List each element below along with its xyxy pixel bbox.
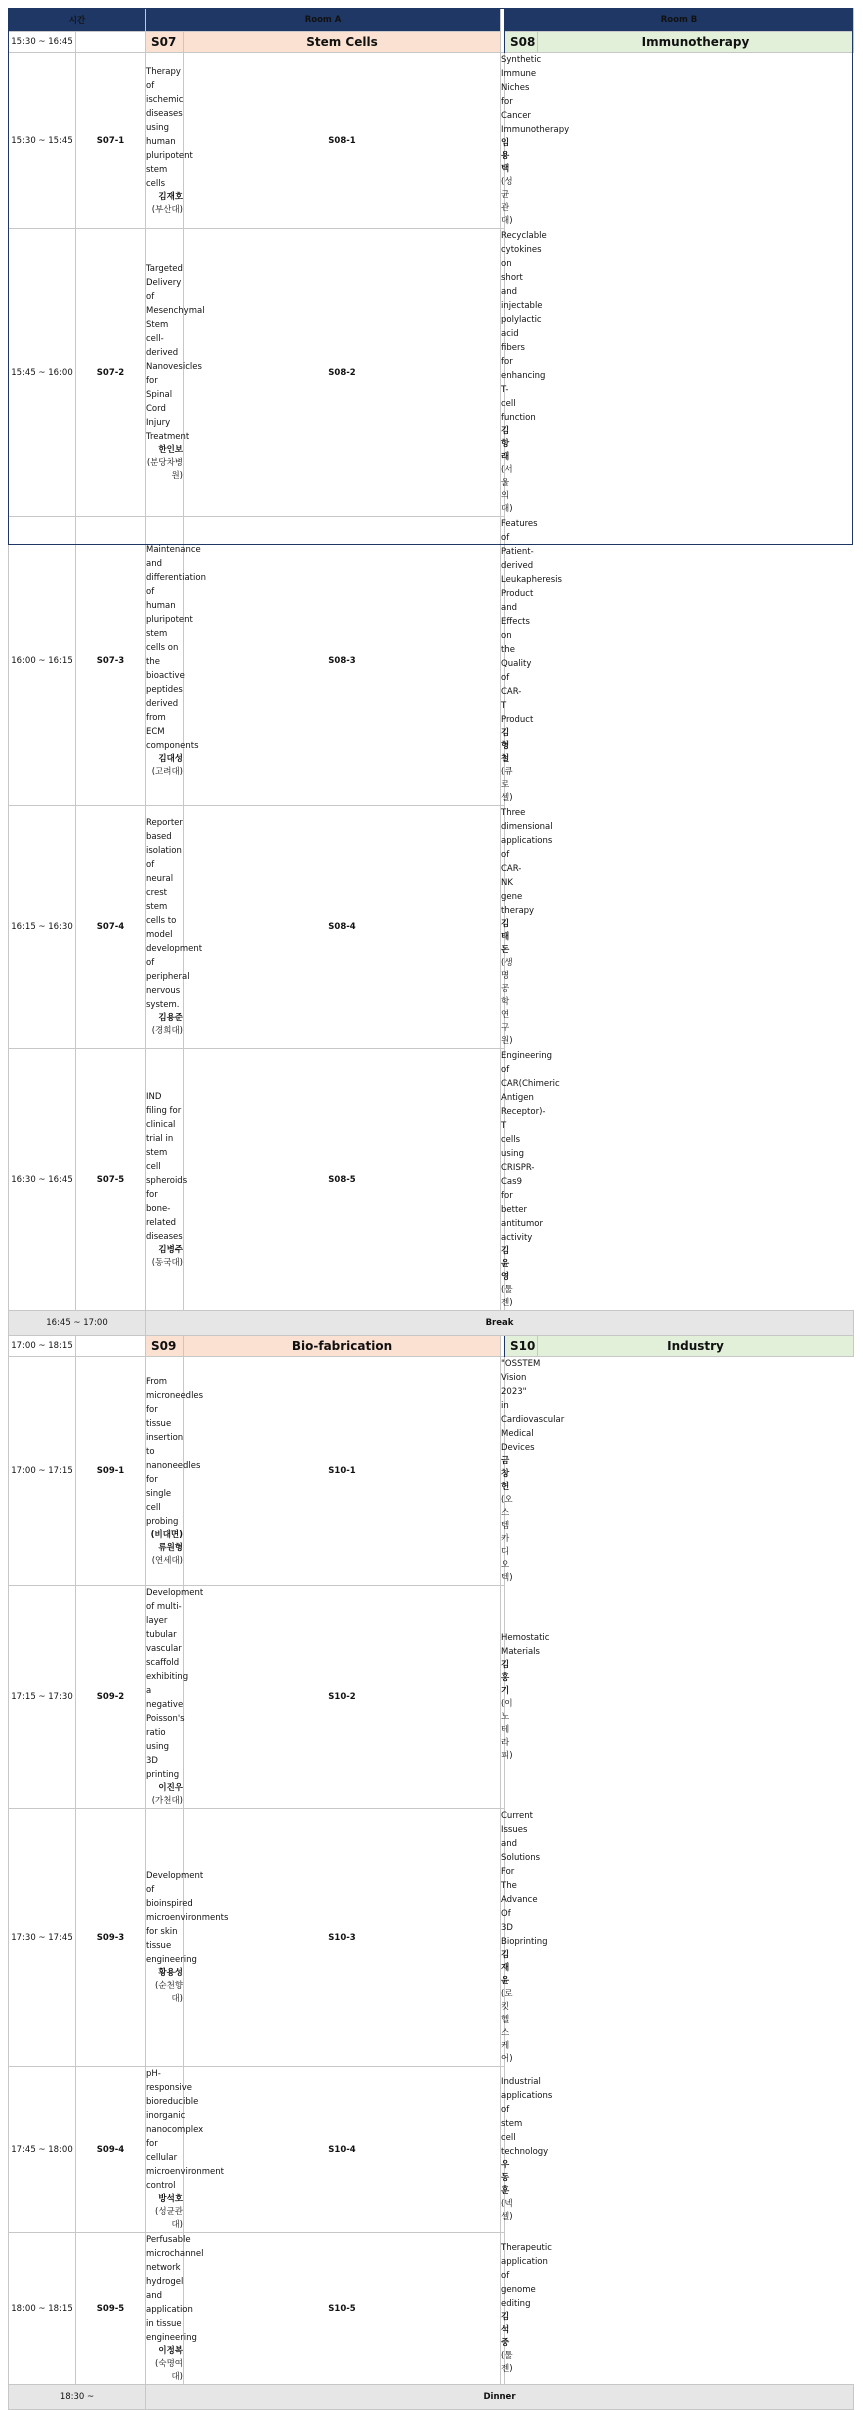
- talk-row: [9, 2233, 854, 2385]
- talk-row: [9, 806, 854, 1049]
- talk-id: S08-1: [184, 53, 501, 229]
- talk-id: S08-5: [184, 1049, 501, 1311]
- talk-id: S09-5: [76, 2233, 146, 2385]
- speaker-affiliation: (서울의대): [501, 465, 513, 514]
- speaker-affiliation: (동국대): [151, 1257, 183, 1268]
- speaker-affiliation: (숙명여대): [155, 2359, 183, 2382]
- talk-title: pH-responsive bioreducible inorganic nanocomplex for cellular microenvironment control: [146, 2069, 224, 2191]
- time-slot: 16:30 ~ 16:45: [9, 1049, 76, 1311]
- talk-speaker-line: [146, 1012, 183, 1038]
- talk-row: [9, 1049, 854, 1311]
- talk-row: [9, 229, 854, 517]
- speaker-name: 김윤영: [501, 1246, 510, 1282]
- speaker-affiliation: (연세대): [151, 1555, 183, 1566]
- talk-cell-b: [501, 2067, 553, 2233]
- talk-cell-a: [146, 1049, 188, 1311]
- speaker-affiliation: (가천대): [151, 1796, 183, 1806]
- session-code-b1: S08: [505, 32, 538, 53]
- speaker-name: 금창헌: [501, 1456, 510, 1492]
- talk-title: Therapy of ischemic diseases using human pluripotent stem cells: [146, 66, 193, 189]
- talk-id: S10-2: [184, 1586, 501, 1809]
- speaker-affiliation: (툴젠): [501, 2351, 513, 2374]
- talk-id: S10-1: [184, 1357, 501, 1586]
- speaker-affiliation: (순천향대): [155, 1981, 183, 2004]
- talk-speaker-line: [146, 1967, 183, 2006]
- talk-id: S10-5: [184, 2233, 501, 2385]
- talk-cell-b: [501, 806, 553, 1049]
- header-time: 시간: [9, 9, 146, 32]
- talk-cell-b: [501, 2233, 552, 2385]
- session-title-b2: Industry: [538, 1336, 854, 1357]
- speaker-affiliation: (경희대): [151, 1026, 183, 1036]
- talk-speaker-line: [501, 1455, 513, 1585]
- talk-speaker-line: [146, 2345, 183, 2384]
- talk-id: S07-2: [76, 229, 146, 517]
- speaker-name: 김태돈: [501, 919, 510, 955]
- speaker-name: 김석중: [501, 2312, 510, 2348]
- talk-title: IND filing for clinical trial in stem cell spheroids for bone-related diseases: [146, 1091, 188, 1242]
- session-title-a2: Bio-fabrication: [184, 1336, 501, 1357]
- speaker-name: 김항래: [501, 426, 510, 462]
- talk-speaker-line: [501, 137, 513, 228]
- speaker-name: 방석호: [158, 2194, 183, 2204]
- talk-row: [9, 1809, 854, 2067]
- talk-id: S07-1: [76, 53, 146, 229]
- speaker-affiliation: (성균관대): [501, 177, 513, 226]
- time-slot: 16:15 ~ 16:30: [9, 806, 76, 1049]
- talk-id: S07-5: [76, 1049, 146, 1311]
- talk-speaker-line: [146, 2193, 183, 2232]
- talk-id: S07-3: [76, 517, 146, 806]
- talk-id: S07-4: [76, 806, 146, 1049]
- break-label: Break: [146, 1311, 854, 1336]
- speaker-name: 이정복: [158, 2346, 183, 2356]
- talk-cell-a: [146, 2233, 204, 2385]
- talk-speaker-line: [146, 753, 183, 779]
- talk-title: Synthetic Immune Niches for Cancer Immunotherapy: [501, 55, 570, 135]
- talk-speaker-line: [146, 444, 183, 483]
- talk-cell-b: [501, 517, 562, 806]
- speaker-name: 황용성: [158, 1968, 183, 1978]
- talk-cell-b: [501, 1586, 550, 1809]
- speaker-name: (비대면) 류원형: [150, 1529, 183, 1553]
- break-time: 16:45 ~ 17:00: [9, 1311, 146, 1336]
- talk-cell-b: [501, 1357, 565, 1586]
- talk-id: S09-3: [76, 1809, 146, 2067]
- talk-title: Reporter based isolation of neural crest stem cells to model development of peripheral nervous system.: [146, 818, 203, 1010]
- talk-title: Three dimensional applications of CAR-NK gene therapy: [501, 808, 553, 916]
- talk-title: Perfusable microchannel network hydrogel and application in tissue engineering: [146, 2235, 204, 2343]
- session-code-a2: S09: [146, 1336, 184, 1357]
- talk-cell-a: [146, 53, 193, 229]
- talk-title: Features of Patient-derived Leukapheresis Product and Effects on the Quality of CAR-T Product: [501, 519, 562, 725]
- speaker-name: 김형철: [501, 728, 510, 764]
- talk-id: S08-4: [184, 806, 501, 1049]
- talk-title: Development of multi-layer tubular vascular scaffold exhibiting a negative Poisson's ratio using 3D printing: [146, 1588, 204, 1780]
- speaker-name: 우동훈: [501, 2160, 510, 2196]
- dinner-label: Dinner: [146, 2385, 854, 2410]
- time-slot: 15:45 ~ 16:00: [9, 229, 76, 517]
- talk-row: [9, 1357, 854, 1586]
- speaker-affiliation: (넥셀): [501, 2199, 513, 2222]
- talk-row: [9, 517, 854, 806]
- time-slot: 15:30 ~ 15:45: [9, 53, 76, 229]
- speaker-affiliation: (툴젠): [501, 1285, 513, 1308]
- talk-speaker-line: [501, 918, 513, 1048]
- talk-title: Targeted Delivery of Mesenchymal Stem cell-derived Nanovesicles for Spinal Cord Injury Treatment: [146, 264, 205, 442]
- time-slot: 17:00 ~ 17:15: [9, 1357, 76, 1586]
- talk-cell-a: [146, 2067, 224, 2233]
- session-row-2: [9, 1336, 854, 1357]
- header-row: [9, 9, 854, 32]
- time-slot: 17:30 ~ 17:45: [9, 1809, 76, 2067]
- talk-id: S09-1: [76, 1357, 146, 1586]
- talk-title: From microneedles for tissue insertion to nanoneedles for single cell probing: [146, 1376, 204, 1527]
- talk-cell-a: [146, 517, 206, 806]
- talk-speaker-line: [501, 2159, 513, 2224]
- talk-cell-b: [501, 1049, 560, 1311]
- session-title-a1: Stem Cells: [184, 32, 501, 53]
- talk-title: Maintenance and differentiation of human pluripotent stem cells on the bioactive peptides derived from ECM components: [146, 545, 206, 751]
- header-room-a: Room A: [146, 9, 501, 32]
- speaker-name: 김용준: [158, 1013, 183, 1023]
- speaker-affiliation: (로킷헬스케어): [501, 1989, 513, 2064]
- talk-cell-a: [146, 1357, 204, 1586]
- talk-title: Development of bioinspired microenvironments for skin tissue engineering: [146, 1871, 229, 1965]
- speaker-affiliation: (고려대): [151, 767, 183, 777]
- talk-speaker-line: [501, 727, 513, 805]
- speaker-affiliation: (성균관대): [155, 2207, 183, 2230]
- talk-id: S08-3: [184, 517, 501, 806]
- session-row-1: [9, 32, 854, 53]
- talk-id: S10-4: [184, 2067, 501, 2233]
- talk-cell-a: [146, 806, 203, 1049]
- speaker-name: 한인보: [158, 445, 183, 455]
- talk-id: S09-4: [76, 2067, 146, 2233]
- schedule-table: [8, 8, 854, 2410]
- talk-cell-b: [501, 1809, 548, 2067]
- break-row: [9, 1311, 854, 1336]
- speaker-name: 김재윤: [501, 1950, 510, 1986]
- speaker-name: 이진우: [158, 1783, 183, 1793]
- talk-speaker-line: [146, 1782, 183, 1808]
- talk-title: "OSSTEM Vision 2023" in Cardiovascular Medical Devices: [501, 1359, 565, 1453]
- speaker-name: 김홍기: [501, 1660, 510, 1696]
- talk-speaker-line: [501, 1659, 513, 1763]
- time-slot: 17:45 ~ 18:00: [9, 2067, 76, 2233]
- talk-id: S10-3: [184, 1809, 501, 2067]
- talk-cell-b: [501, 229, 547, 517]
- talk-speaker-line: [501, 2311, 513, 2376]
- dinner-row: [9, 2385, 854, 2410]
- speaker-affiliation: (생명공학연구원): [501, 958, 513, 1046]
- talk-speaker-line: [146, 191, 183, 217]
- time-slot: 18:00 ~ 18:15: [9, 2233, 76, 2385]
- speaker-affiliation: (오스템카디오텍): [501, 1495, 513, 1583]
- time-slot: 16:00 ~ 16:15: [9, 517, 76, 806]
- talk-title: Current Issues and Solutions For The Advance Of 3D Bioprinting: [501, 1811, 548, 1947]
- talk-cell-a: [146, 1809, 229, 2067]
- talk-row: [9, 2067, 854, 2233]
- speaker-name: 임용택: [501, 138, 510, 174]
- speaker-name: 김병주: [158, 1244, 183, 1255]
- talk-speaker-line: [501, 1245, 513, 1310]
- talk-speaker-line: [146, 1244, 183, 1270]
- time-block-2: 17:00 ~ 18:15: [9, 1336, 76, 1357]
- dinner-time: 18:30 ~: [9, 2385, 146, 2410]
- speaker-name: 김재호: [158, 191, 183, 202]
- talk-speaker-line: [501, 1949, 513, 2066]
- speaker-affiliation: (이노테라피): [501, 1699, 513, 1761]
- time-slot: 17:15 ~ 17:30: [9, 1586, 76, 1809]
- talk-cell-a: [146, 1586, 204, 1809]
- session-title-b1: Immunotherapy: [538, 32, 854, 53]
- talk-speaker-line: [146, 1529, 183, 1568]
- talk-cell-b: [501, 53, 570, 229]
- talk-title: Recyclable cytokines on short and injectable polylactic acid fibers for enhancing T-cell function: [501, 231, 547, 423]
- talk-title: Hemostatic Materials: [501, 1633, 550, 1657]
- speaker-affiliation: (부산대): [151, 204, 183, 215]
- speaker-affiliation: (분당차병원): [146, 458, 183, 481]
- speaker-affiliation: (큐로셀): [501, 767, 513, 803]
- talk-row: [9, 1586, 854, 1809]
- talk-cell-a: [146, 229, 205, 517]
- session-code-b2: S10: [505, 1336, 538, 1357]
- talk-id: S09-2: [76, 1586, 146, 1809]
- talk-title: Therapeutic application of genome editing: [501, 2243, 552, 2309]
- session-code-a1: S07: [146, 32, 184, 53]
- speaker-name: 김대성: [158, 754, 183, 764]
- talk-row: [9, 53, 854, 229]
- talk-speaker-line: [501, 425, 513, 516]
- header-room-b: Room B: [505, 9, 854, 32]
- talk-id: S08-2: [184, 229, 501, 517]
- talk-title: Industrial applications of stem cell technology: [501, 2077, 553, 2157]
- talk-title: Engineering of CAR(Chimeric Antigen Receptor)-T cells using CRISPR-Cas9 for better antitumor activity: [501, 1051, 560, 1243]
- time-block-1: 15:30 ~ 16:45: [9, 32, 76, 53]
